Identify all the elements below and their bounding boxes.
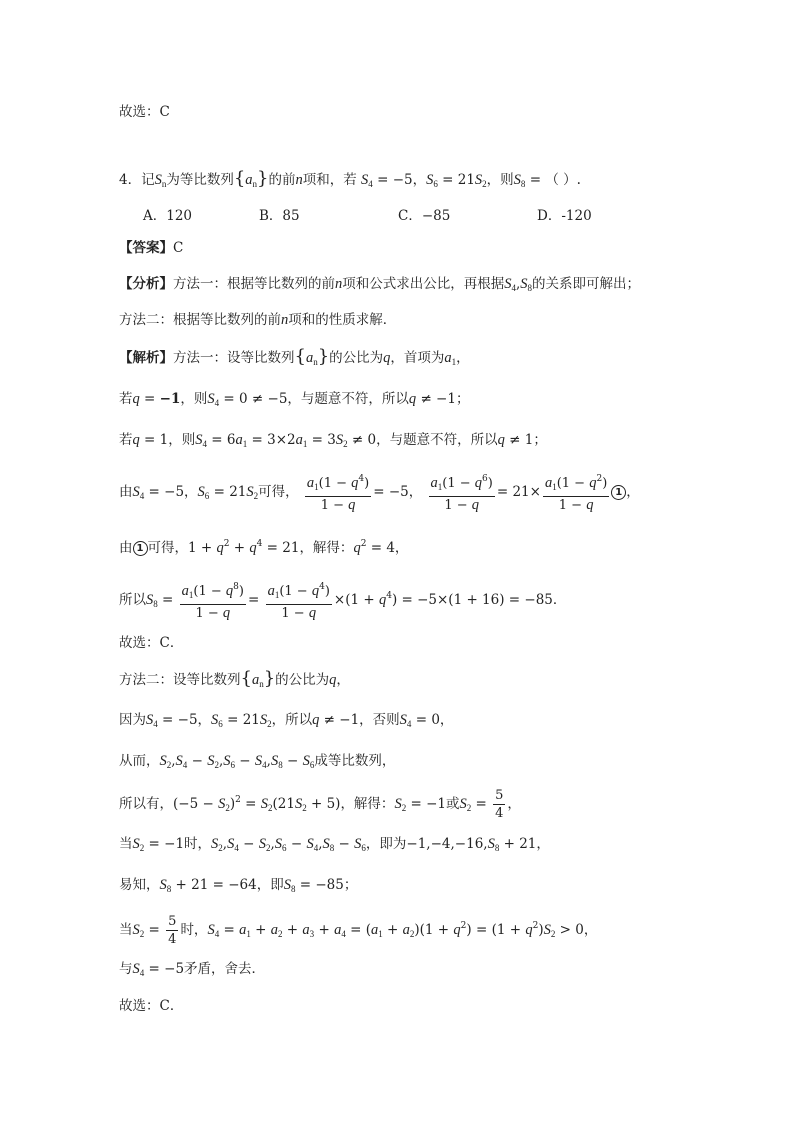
option-c: C．−85 [398, 208, 451, 224]
solution-line-13: 当$S_2$ = $\frac{5}{4}$ 时，$S_4 = a_1 + a_2 + a_3 + a_4 = (a_1 + a_2)(1 + q^2) = (1 + q^2)S_2 > 0$， [119, 914, 598, 947]
solution-line-3: 若q = 1，则$S_4 = 6a_1 = 3\times 2a_1 = 3S_2 \ne 0$，与题意不符，所以q ≠ 1； [119, 432, 547, 449]
solution-line-14: 与$S_4 = -5$矛盾，舍去． [119, 961, 266, 978]
solution-line-6: 所以$S_8$ = $\frac{a_1(1 - q^8)}{1 - q}$ = $\frac{a_1(1 - q^4)}{1 - q}$ $\times(1 + q^4) = -5\times(1 + 16) = -85$． [119, 582, 567, 621]
solution-line-10: 所以有，$(-5 - S_2)^2 = S_2(21S_2 + 5)$，解得：$S_2 = -1$或$S_2$ = $\frac{5}{4}$ ， [119, 788, 521, 821]
solution-line-9: 从而，$S_2,S_4 - S_2,S_6 - S_4,S_8 - S_6$成等比数列， [119, 753, 396, 770]
analysis-line-2: 方法二：根据等比数列的前n项和的性质求解． [119, 312, 397, 328]
option-d: D．-120 [537, 208, 592, 224]
solution-line-5: 由 1 可得，$1 + q^2 + q^4 = 21$，解得：$q^2 = 4$， [119, 539, 409, 556]
solution-line-12: 易知，$S_8 + 21 = -64$，即$S_8 = -85$； [119, 877, 358, 894]
solution-done-2: 故选：C． [119, 998, 184, 1014]
solution-done-1: 故选：C． [119, 635, 184, 651]
option-b: B．85 [259, 208, 300, 224]
option-a: A．120 [143, 208, 193, 224]
solution-line-2: 若q = −1，则$S_4 = 0 \ne -5$，与题意不符，所以q ≠ −1； [119, 391, 470, 408]
solution-line-7: 方法二：设等比数列$\{a_n\}$的公比为q， [119, 668, 350, 689]
solution-line-11: 当$S_2 = -1$时，$S_2,S_4 - S_2,S_6 - S_4,S_8 - S_6$，即为$-1,-4,-16,S_8 + 21$， [119, 836, 550, 853]
solution-line-4: 由$S_4 = -5$，$S_6 = 21S_2$可得， $\frac{a_1(1 - q^4)}{1 - q}$ = −5， $\frac{a_1(1 - q^6)}{1 - q}$ = 21× $\frac{a_1(1 - q^2)}{1 - q}$ 1 ， [119, 474, 640, 513]
solution-line-8: 因为$S_4 = -5$，$S_6 = 21S_2$，所以q ≠ −1，否则$S_4 = 0$， [119, 712, 454, 729]
solution-line-1: 【解析】方法一：设等比数列$\{a_n\}$的公比为q，首项为$a_1$， [119, 346, 470, 367]
question-stem: 4．记$S_n$为等比数列$\{a_n\}$的前n项和，若 $S_4 = -5$，$S_6 = 21S_2$，则$S_8$ = （ ）. [119, 168, 581, 189]
answer-line: 【答案】C [119, 240, 184, 256]
previous-answer: 故选：C [119, 104, 170, 120]
analysis-line-1: 【分析】方法一：根据等比数列的前n项和公式求出公比，再根据$S_4,S_8$的关系即可解出； [119, 276, 641, 293]
